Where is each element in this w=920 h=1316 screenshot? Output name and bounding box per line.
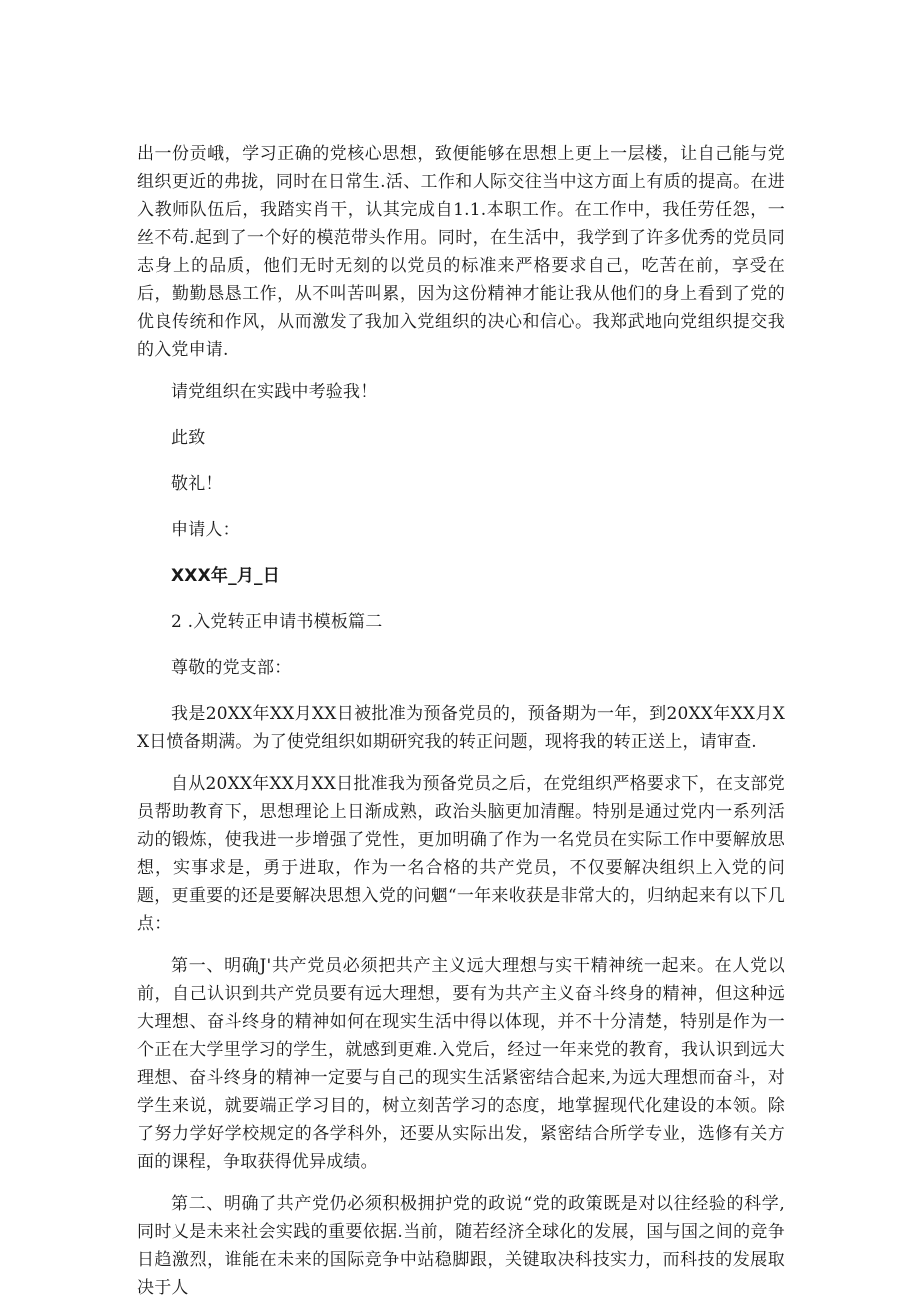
paragraph-since-approval: 自从20XX年XX月XX日批准我为预备党员之后，在党组织严格要求下，在支部党员帮助教育下，思想理论上日渐成熟，政治头脑更加清醒。特别是通过党内一系列活动的锻炼，使我进一步增强了党性，更加明确了作为一名党员在实际工作中要解放思想，实事求是，勇于进取，作为一名合格的共产党员，不仅要解决组织上入党的问题，更重要的还是要解决思想入党的问魍“一年来收获是非常大的，归纳起来有以下几点： — [137, 774, 785, 934]
paragraph-point-one: 第一、明确J'共产党员必须把共产主义远大理想与实干精神统一起来。在人党以前，自己认识到共产党员要有远大理想，要有为共产主义奋斗终身的精神，但这种远大理想、奋斗终身的精神如何在现实生活中得以体现，并不十分清楚，特别是作为一个正在大学里学习的学生，就感到更难.入党后，经过一年来党的教育，我认识到远大理想、奋斗终身的精神一定要与自己的现实生活紧密结合起来,为远大理想而奋斗，对学生来说，就要端正学习目的，树立刻苦学习的态度，地掌握现代化建设的本领。除了努力学好学校规定的各学科外，还要从实际出发，紧密结合所学专业，选修有关方面的课程，争取获得优异成绩。 — [137, 956, 785, 1172]
date-line: XXX年_月_日 — [171, 566, 280, 586]
applicant-label: 申请人： — [171, 520, 240, 540]
paragraph-point-two: 第二、明确了共产党仍必须积极拥护党的政说“党的政策既是对以往经验的科学,同时乂是未来社会实践的重要依据.当前，随若经济全球化的发展，国与国之间的竞争日趋激烈，谁能在未来的国际竞争中站稳脚跟，关键取决科技实力，而科技的发展取决于人 — [137, 1194, 785, 1298]
paragraph-intro-continuation: 出一份贡峨，学习正确的党核心思想，致便能够在思想上更上一层楼，让自己能与党组织更近的弗拢，同时在日常生.活、工作和人际交往当中这方面上有质的提高。在进入教师队伍后，我踏实肖干，认其完成自1.1.本职工作。在工作中，我任劳任怨，一丝不苟.起到了一个好的模范带头作用。同时，在生活中，我学到了许多优秀的党员同志身上的品质，他们无时无刻的以党员的标准来严格要求自己，吃苦在前，享受在后，勤勤恳恳工作，从不叫苦叫累，因为这份精神才能让我从他们的身上看到了党的优良传统和作风，从而激发了我加入党组织的决心和信心。我郑武地向党组织提交我的入党申请. — [137, 144, 785, 360]
document-body — [137, 140, 785, 1316]
closing-cizhi: 此致 — [171, 428, 206, 448]
section-heading: 2 .入党转正申请书模板篇二 — [171, 612, 383, 632]
closing-jingli: 敬礼！ — [171, 474, 223, 494]
paragraph-request-test: 请党组织在实践中考验我！ — [171, 382, 378, 402]
salutation: 尊敬的党支部： — [171, 658, 292, 678]
paragraph-probation: 我是20XX年XX月XX日被批准为预备党员的，预备期为一年，到20XX年XX月XX日愤备期满。为了使党组织如期研究我的转正问题，现将我的转正送上，请审查. — [137, 704, 785, 752]
